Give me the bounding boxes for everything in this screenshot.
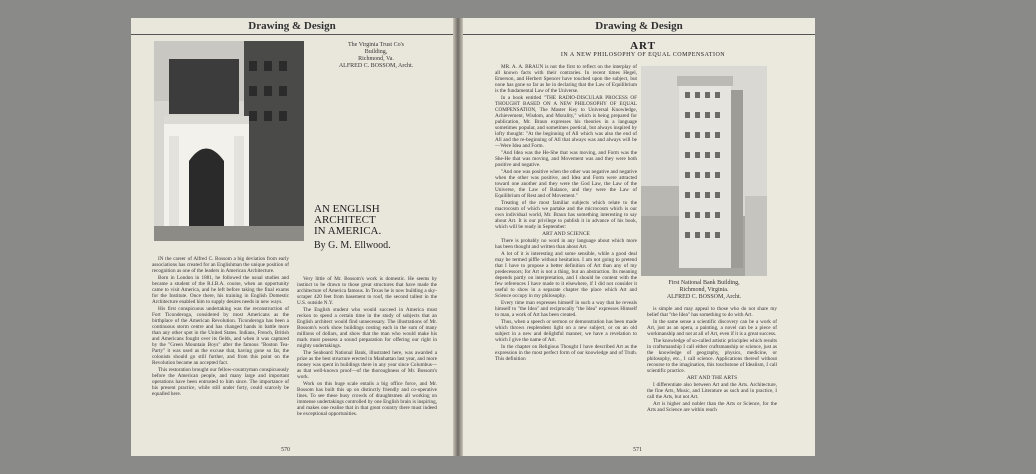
paragraph: In a book entitled "THE RADIO-DISCULAR PROCESS OF THOUGHT BASED ON A NEW PHILOSOPHY OF EQUAL COMPENSATION, The Master Key to Universal Knowledge, Achievement, Wisdom, and Morality," which is being prepared for publication, Mr. Braun expresses his theories in a language sometimes popular, and sometimes poetical, but always inspired by lofty thought: "At the beginning of All which was also the end of All and the re-beginning of All that always was and always will be—Were Idea and Form. <box>495 95 637 149</box>
paragraph: Very little of Mr. Bossom's work is domestic. He seems by instinct to be drawn to those great structures that have made the architecture of America famous. In Texas he is now building a sky-scraper 420 feet from basement to roof, the second tallest in the U.S. outside N.Y. <box>297 276 437 306</box>
paragraph: I differentiate also between Art and the Arts. Architecture, the fine Arts, Music, and Literature as such and in practice, I call the Arts, but not Art. <box>647 382 777 400</box>
paragraph: Art is higher and nobler than the Arts or Science, for the Arts and Science are within reach <box>647 401 777 413</box>
right-running-head: Drawing & Design <box>463 20 815 35</box>
paragraph: IN the career of Alfred C. Bossom a big deviation from early associations has created for an Englishman the unique position of recognition as one of the leaders in American Architecture. <box>152 256 289 274</box>
paragraph: is simple and may appeal to those who do not share my belief that "the Idea" has something to do with Art. <box>647 306 777 318</box>
article-title <box>314 204 434 251</box>
left-page <box>131 18 453 456</box>
paragraph: Treating of the most familiar subjects which relate to the macrocosm of which we partake and the microcosm which is our own individual world, Mr. Braun has something interesting to say about Art. It is our privilege to publish it in advance of his book, which will be ready in September: <box>495 200 637 230</box>
paragraph: Work on this huge scale entails a big office force, and Mr. Bossom has built this up on distinctly friendly and co-operative lines. To see these busy crowds of draughtsmen all working on immense undertakings controlled by one English brain is inspiring, and makes one realise that in that great country there must indeed be exceptional opportunities. <box>297 381 437 417</box>
left-column-1 <box>152 256 289 436</box>
paragraph: In the same sense a scientific discovery can be a work of Art, just as an opera, a painting, a novel can be a piece of workmanship and not at all of Art, even if it is a great success. <box>647 319 777 337</box>
left-page-number: 570 <box>281 447 290 453</box>
caption-line: ALFRED C. BOSSOM, Archt. <box>666 294 742 300</box>
paragraph: His first conspicuous undertaking was the reconstruction of Fort Ticonderoga, considered by most Americans as the birthplace of the American Revolution. Ticonderoga has been a continuous storm centre and has changed hands in battle more than any other spot in the United States. Indians, French, British and Americans fought over its fields, and when it was captured by the "Green Mountain Boys" after the famous "Boston Tea-Party" it was used as the excuse that, having gone so far, the colonists should go still further, and from this point on the Revolution became an accepted fact. <box>152 306 289 366</box>
caption-line: Richmond, Va. <box>358 56 394 62</box>
paragraph: The Seaboard National Bank, illustrated here, was awarded a prize as the best structure erected in Manhattan last year, and more money was spent in buildings there in any year since Columbus—as that well-known proof—of the thoroughness of Mr. Bossom's work. <box>297 350 437 380</box>
caption-line: First National Bank Building, <box>668 280 740 286</box>
caption-line: Building, <box>364 49 388 55</box>
right-page <box>463 18 815 456</box>
paragraph: Born in London in 1881, he followed the usual studies and became a student of the R.I.B.A. course, when an opportunity came to visit America, and he left before taking the final exams for the Institute. Once there, his training in English Domestic Architecture enabled him to supply desires needs in new ways. <box>152 275 289 305</box>
caption-line: The Virginia Trust Co's <box>347 42 404 48</box>
article-title-line: AN ENGLISH <box>314 203 380 215</box>
first-national-bank-photo <box>641 66 767 276</box>
paragraph: The English student who would succeed in America must reckon to spend a certain time in the study of subjects that an English architect would find unnecessary. The illustrations of Mr. Bossom's work show buildings costing each in the sum of many millions of dollars, and show that the man who would make his mark must possess a sound preparation for offering our right in mighty undertakings. <box>297 307 437 349</box>
article-title-line: IN AMERICA. <box>314 225 382 237</box>
left-column-2 <box>297 276 437 436</box>
paragraph: MR. A. A. BRAUN is not the first to reflect on the interplay of all known facts with their contraries. In recent times Hegel, Emerson, and Herbert Spencer have touched upon the subject, but none has gone so far as he in declaring that the Law of Equilibrium is the fundamental Law of the Universe. <box>495 64 637 94</box>
art-subtitle: IN A NEW PHILOSOPHY OF EQUAL COMPENSATION <box>560 52 726 58</box>
art-title: ART <box>630 40 656 52</box>
paragraph: The knowledge of so-called artistic principles which results in craftsmanship I call either craftsmanship or science, just as the knowledge of geography, physics, medicine, or philosophy, etc., I call science. Applications thereof without recourse to the imagination, this touchstone of Idealism, I call scientific practice. <box>647 338 777 374</box>
right-column-1 <box>495 64 637 448</box>
paragraph: "And one was positive when the other was negative and negative when the other was positive, and Idea and Form were attracted toward one another and they were the God Law, the Law of the Universe, the Law of Balance, and they were the Law of Equilibrium of Rest and of Movement." <box>495 169 637 199</box>
paragraph: This restoration brought our fellow-countryman conspicuously before the American people, and many large and important operations have been entrusted to him since. The importance of his present practice, while still under forty, could scarcely be equalled here. <box>152 367 289 397</box>
article-title-line: ARCHITECT <box>314 214 376 226</box>
left-running-head: Drawing & Design <box>131 20 453 35</box>
virginia-trust-building-photo <box>154 41 304 241</box>
paragraph: In the chapter on Religious Thought I have described Art as the expression in the most perfect form of our knowledge and of Truth. This definition <box>495 344 637 362</box>
section-heading: ART AND THE ARTS <box>686 375 738 381</box>
section-heading: ART AND SCIENCE <box>542 231 590 237</box>
book-gutter <box>453 18 463 456</box>
paragraph: There is probably no word in any language about which more has been thought and written than about Art. <box>495 238 637 250</box>
caption-line: ALFRED C. BOSSOM, Archt. <box>338 63 414 69</box>
paragraph: "And Idea was the He-She that was moving, and Form was the She-He that was moving, and Movement was and they were both positive and negative. <box>495 150 637 168</box>
right-column-2 <box>647 306 777 446</box>
right-page-number: 571 <box>633 447 642 453</box>
paragraph: Every time man expresses himself in such a way that he reveals himself to "the Idea" and reciprocally "the Idea" expresses Himself to man, a work of Art has been created. <box>495 300 637 318</box>
right-photo-caption <box>641 280 767 301</box>
paragraph: A lot of it is interesting and some sensible, while a good deal may be termed piffle without hesitation. I am not going to pretend that I have to propose a better definition of Art than any of my predecessors; for Art is not a thing, but an abstraction. Its meaning depends partly on interpretation, and I should be content with the few references I have made to it elsewhere, if I did not consider it useful to show in a separate chapter the place which Art and Science occupy in my philosophy. <box>495 251 637 299</box>
left-photo-caption <box>316 42 436 70</box>
caption-line: Richmond, Virginia. <box>679 287 729 293</box>
paragraph: Thus, when a speech or sermon or demonstration has been made which throws resplendent light on a new subject, or on an old subject in a new and delightful manner, we have a revelation to which I give the name of Art. <box>495 319 637 343</box>
byline: By G. M. Ellwood. <box>314 240 391 251</box>
